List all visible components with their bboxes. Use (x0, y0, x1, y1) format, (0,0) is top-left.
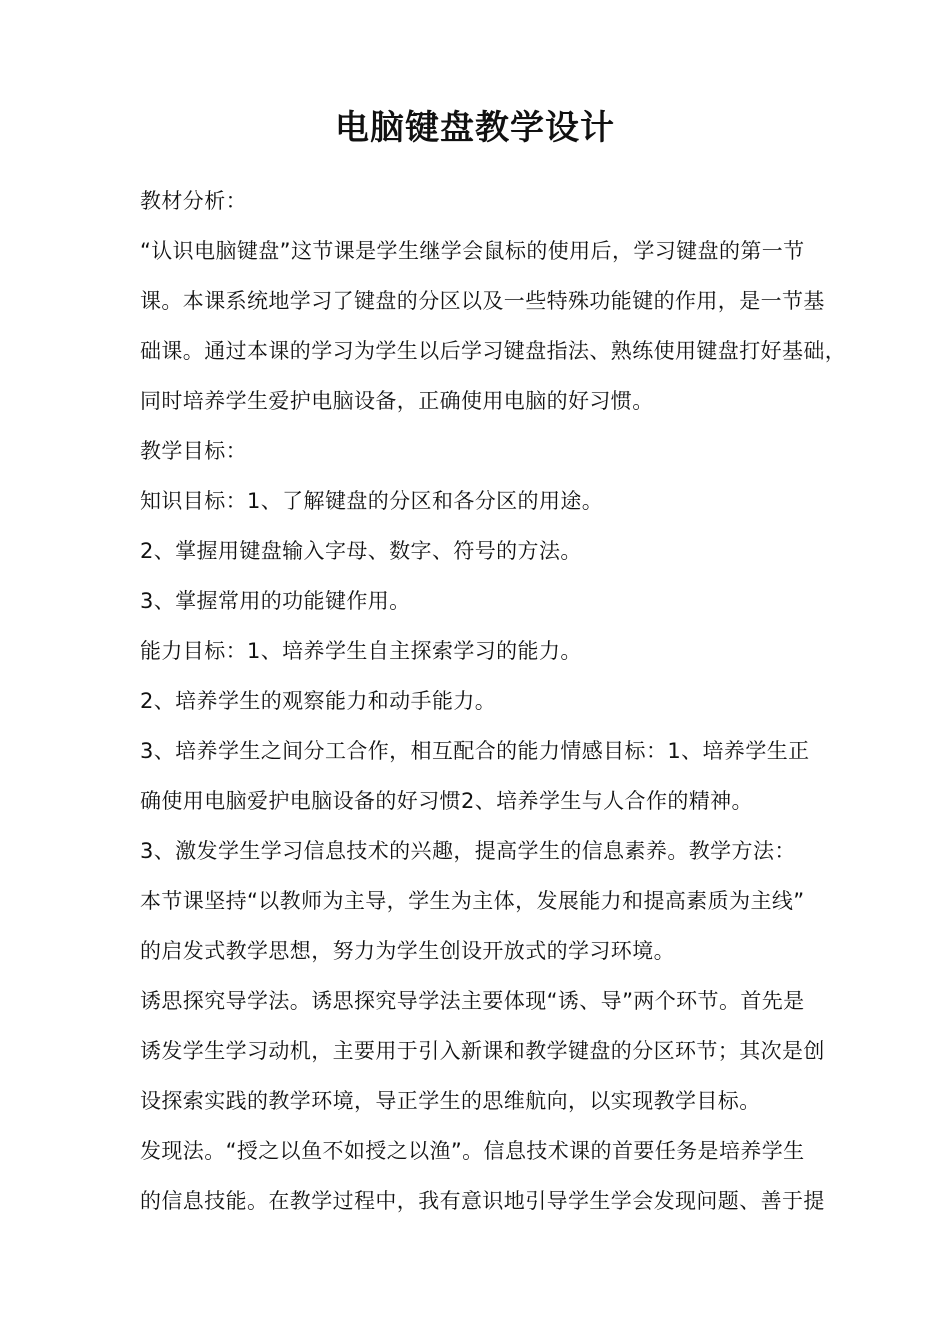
text-line: 知识目标：1、了解键盘的分区和各分区的用途。 (140, 489, 604, 513)
text-line: 的启发式教学思想，努力为学生创设开放式的学习环境。 (140, 939, 675, 963)
text-line: 教学目标： (140, 439, 247, 463)
text-line: 发现法。“授之以鱼不如授之以渔”。信息技术课的首要任务是培养学生 (140, 1139, 805, 1163)
text-line: 本节课坚持“以教师为主导，学生为主体，发展能力和提高素质为主线” (140, 889, 805, 913)
text-line: 2、培养学生的观察能力和动手能力。 (140, 689, 497, 713)
text-line: 诱发学生学习动机，主要用于引入新课和教学键盘的分区环节；其次是创 (140, 1039, 825, 1063)
text-line: “认识电脑键盘”这节课是学生继学会鼠标的使用后，学习键盘的第一节 (140, 239, 805, 263)
text-line: 确使用电脑爱护电脑设备的好习惯2、培养学生与人合作的精神。 (140, 789, 753, 813)
text-line: 3、培养学生之间分工合作，相互配合的能力情感目标：1、培养学生正 (140, 739, 810, 763)
text-line: 诱思探究导学法。诱思探究导学法主要体现“诱、导”两个环节。首先是 (140, 989, 805, 1013)
document-title: 电脑键盘教学设计 (335, 108, 615, 148)
text-line: 2、掌握用键盘输入字母、数字、符号的方法。 (140, 539, 582, 563)
text-line: 础课。通过本课的学习为学生以后学习键盘指法、熟练使用键盘打好基础， (140, 339, 847, 363)
text-line: 3、激发学生学习信息技术的兴趣，提高学生的信息素养。教学方法： (140, 839, 796, 863)
text-line: 3、掌握常用的功能键作用。 (140, 589, 411, 613)
text-line: 的信息技能。在教学过程中，我有意识地引导学生学会发现问题、善于提 (140, 1189, 825, 1213)
text-line: 教材分析： (140, 189, 247, 213)
text-line: 能力目标：1、培养学生自主探索学习的能力。 (140, 639, 582, 663)
text-line: 设探索实践的教学环境，导正学生的思维航向，以实现教学目标。 (140, 1089, 761, 1113)
text-line: 课。本课系统地学习了键盘的分区以及一些特殊功能键的作用，是一节基 (140, 289, 825, 313)
text-line: 同时培养学生爱护电脑设备，正确使用电脑的好习惯。 (140, 389, 654, 413)
